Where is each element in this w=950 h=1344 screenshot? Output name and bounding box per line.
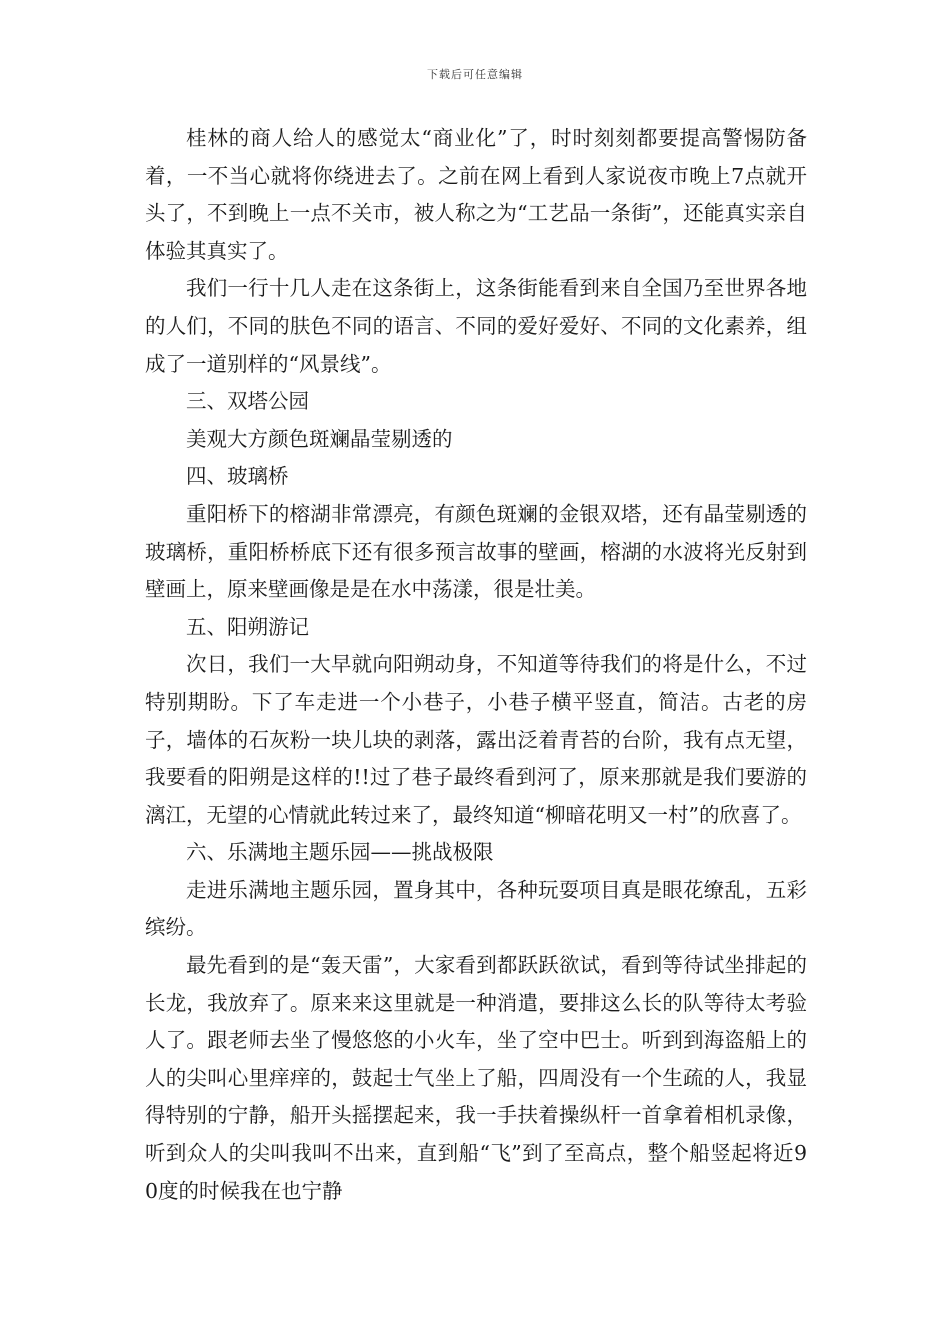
paragraph-theme-park-rides: 最先看到的是“轰天雷”，大家看到都跃跃欲试，看到等待试坐排起的长龙，我放弃了。原来来这里就是一种消遣，要排这么长的队等待太考验人了。跟老师去坐了慢悠悠的小火车，坐了空中巴士。听到到海盗船上的人的尖叫心里痒痒的，鼓起士气坐上了船，四周没有一个生疏的人，我显得特别的宁静，船开头摇摆起来，我一手扶着操纵杆一首拿着相机录像，听到众人的尖叫我叫不出来，直到船“飞”到了至高点，整个船竖起将近90度的时候我在也宁静 [145, 953, 807, 1203]
document-body [145, 120, 807, 1210]
section-heading-yangshuo: 五、阳朔游记 [186, 614, 309, 639]
paragraph-glass-bridge: 重阳桥下的榕湖非常漂亮，有颜色斑斓的金银双塔，还有晶莹剔透的玻璃桥，重阳桥桥底下还有很多预言故事的壁画，榕湖的水波将光反射到壁画上，原来壁画像是是在水中荡漾，很是壮美。 [145, 501, 807, 602]
paragraph-yangshuo: 次日，我们一大早就向阳朔动身，不知道等待我们的将是什么，不过特别期盼。下了车走进一个小巷子，小巷子横平竖直，简洁。古老的房子，墙体的石灰粉一块儿块的剥落，露出泛着青苔的台阶，我有点无望，我要看的阳朔是这样的!!过了巷子最终看到河了，原来那就是我们要游的漓江，无望的心情就此转过来了，最终知道“柳暗花明又一村”的欣喜了。 [145, 652, 807, 827]
section-heading-twin-towers: 三、双塔公园 [186, 389, 309, 414]
paragraph-merchants: 桂林的商人给人的感觉太“商业化”了，时时刻刻都要提高警惕防备着，一不当心就将你绕进去了。之前在网上看到人家说夜市晚上7点就开头了，不到晚上一点不关市，被人称之为“工艺品一条街”，还能真实亲自体验其真实了。 [145, 126, 807, 263]
paragraph-theme-park-intro: 走进乐满地主题乐园，置身其中，各种玩耍项目真是眼花缭乱，五彩缤纷。 [145, 877, 807, 940]
page-header: 下载后可任意编辑 [427, 68, 523, 81]
paragraph-twin-towers: 美观大方颜色斑斓晶莹剔透的 [186, 426, 453, 451]
paragraph-street: 我们一行十几人走在这条街上，这条街能看到来自全国乃至世界各地的人们，不同的肤色不同的语言、不同的爱好爱好、不同的文化素养，组成了一道别样的“风景线”。 [145, 276, 807, 376]
section-heading-theme-park: 六、乐满地主题乐园——挑战极限 [186, 840, 494, 865]
section-heading-glass-bridge: 四、玻璃桥 [186, 464, 289, 489]
